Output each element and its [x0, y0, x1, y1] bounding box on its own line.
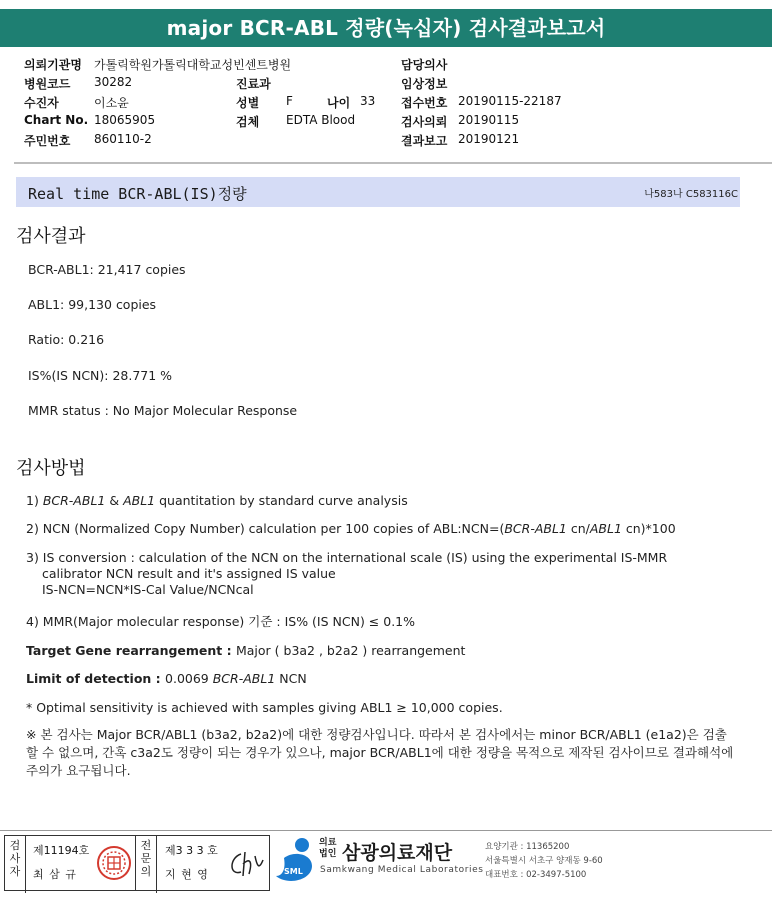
test-code: 나583나 C583116C [644, 189, 738, 200]
method-3 [26, 550, 667, 598]
examiner-license: 제11194호 [33, 844, 90, 857]
report-date-value: 20190121 [458, 132, 520, 146]
gene-bcr-abl1: BCR-ABL1 [504, 521, 567, 536]
target-gene [26, 643, 465, 659]
contact-address: 서울특별시 서초구 양재동 9-60 [485, 856, 603, 866]
patient-info [24, 56, 764, 151]
result-abl1: ABL1: 99,130 copies [28, 297, 157, 312]
examiner-label [5, 836, 26, 893]
method-2 [26, 521, 676, 537]
method-1-amp: & [105, 493, 124, 508]
lod-value: 0.0069 [165, 671, 213, 686]
method-1-prefix: 1) [26, 493, 43, 508]
examiner-seal [96, 844, 132, 882]
collector-label: 수진자 [24, 96, 59, 110]
age-value: 33 [360, 94, 376, 108]
method-3-line3: IS-NCN=NCN*IS-Cal Value/NCNcal [42, 582, 254, 597]
target-gene-value: Major ( b3a2 , b2a2 ) rearrangement [235, 643, 466, 658]
specialist-name: 지 현 영 [165, 868, 209, 881]
specialist-cell [157, 836, 268, 890]
footer-divider [0, 830, 772, 831]
report-date-label: 결과보고 [401, 134, 448, 148]
specialist-char: 의 [140, 865, 152, 878]
method-2-suffix: cn)*100 [621, 521, 676, 536]
hospital-code-value: 30282 [94, 75, 133, 89]
result-mmr-status: MMR status : No Major Molecular Response [28, 403, 298, 418]
examiner-char: 검 [9, 839, 21, 852]
id-label: 주민번호 [24, 134, 71, 148]
institution-value: 가톨릭학원가톨릭대학교성빈센트병원 [94, 58, 292, 72]
gene-abl1: ABL1 [123, 493, 156, 508]
receipt-value: 20190115-22187 [458, 94, 562, 108]
method-4: 4) MMR(Major molecular response) 기준 : IS% (IS NCN) ≤ 0.1% [26, 614, 415, 629]
limit-of-detection [26, 671, 307, 687]
report-title: major BCR-ABL 정량(녹십자) 검사결과보고서 [0, 9, 772, 47]
sml-logo-icon [272, 836, 316, 886]
signature-box [4, 835, 270, 891]
specialist-license: 제3 3 3 호 [165, 844, 218, 857]
test-section-bar [16, 177, 740, 207]
request-value: 20190115 [458, 113, 520, 127]
target-gene-label: Target Gene rearrangement : [26, 643, 236, 658]
sml-logo-text: SML [284, 867, 303, 876]
examiner-cell [26, 836, 136, 890]
method-2-prefix: 2) NCN (Normalized Copy Number) calculation per 100 copies of ABL:NCN=( [26, 521, 505, 536]
method-1-suffix: quantitation by standard curve analysis [155, 493, 408, 508]
contact-code: 요양기관 : 11365200 [485, 842, 570, 852]
id-value: 860110-2 [94, 132, 152, 146]
specialist-signature [225, 846, 265, 882]
result-ratio: Ratio: 0.216 [28, 332, 105, 347]
company-type-line: 의료 [319, 838, 337, 848]
gene-bcr-abl1: BCR-ABL1 [42, 493, 106, 508]
chart-value: 18065905 [94, 113, 156, 127]
request-label: 검사의뢰 [401, 115, 448, 129]
lod-label: Limit of detection : [26, 671, 166, 686]
results-heading: 검사결과 [16, 226, 86, 247]
test-name: Real time BCR-ABL(IS)정량 [28, 185, 247, 203]
company-name-en: Samkwang Medical Laboratories [320, 865, 484, 875]
result-is-percent: IS%(IS NCN): 28.771 % [28, 368, 173, 383]
sex-value: F [286, 94, 293, 108]
hospital-code-label: 병원코드 [24, 77, 71, 91]
institution-label: 의뢰기관명 [24, 58, 82, 72]
method-3-line2: calibrator NCN result and it's assigned IS value [42, 566, 336, 581]
doctor-label: 담당의사 [401, 58, 448, 72]
specimen-value: EDTA Blood [286, 113, 356, 127]
korean-note: ※ 본 검사는 Major BCR/ABL1 (b3a2, b2a2)에 대한 정량검사입니다. 따라서 본 검사에서는 minor BCR/ABL1 (e1a2)은 검출할 수 없으며, 간혹 c3a2도 정량이 되는 경우가 있으나, major BCR/ABL1에 대한 정량을 목적으로 제작된 검사이므로 결과해석에 주의가 요구됩니다. [26, 727, 734, 778]
lod-unit: NCN [275, 671, 307, 686]
company-name: 삼광의료재단 [342, 842, 453, 864]
company-type [319, 838, 336, 860]
specimen-label: 검체 [236, 115, 260, 129]
gene-abl1: ABL1 [589, 521, 622, 536]
method-3-line1: 3) IS conversion : calculation of the NCN on the international scale (IS) using the experimental IS-MMR [26, 550, 668, 565]
examiner-char: 자 [9, 865, 21, 878]
company-type-line: 법인 [319, 849, 337, 859]
result-bcr-abl1: BCR-ABL1: 21,417 copies [28, 262, 186, 277]
info-divider [14, 162, 772, 164]
dept-label: 진료과 [236, 77, 271, 91]
clinical-label: 임상정보 [401, 77, 448, 91]
method-heading: 검사방법 [16, 458, 86, 479]
specialist-label [136, 836, 157, 893]
gene-bcr-abl1: BCR-ABL1 [212, 671, 276, 686]
method-2-mid: cn/ [566, 521, 590, 536]
specialist-char: 문 [140, 852, 152, 865]
collector-value: 이소윤 [94, 96, 129, 110]
examiner-name: 최 삼 규 [33, 868, 77, 881]
sensitivity-note: * Optimal sensitivity is achieved with samples giving ABL1 ≥ 10,000 copies. [26, 700, 503, 715]
examiner-char: 사 [9, 852, 21, 865]
specialist-char: 전 [140, 839, 152, 852]
receipt-label: 접수번호 [401, 96, 448, 110]
age-label: 나이 [327, 96, 351, 110]
method-1 [26, 493, 408, 509]
contact-phone: 대표번호 : 02-3497-5100 [485, 870, 587, 880]
sex-label: 성별 [236, 96, 260, 110]
chart-label: Chart No. [24, 113, 89, 127]
